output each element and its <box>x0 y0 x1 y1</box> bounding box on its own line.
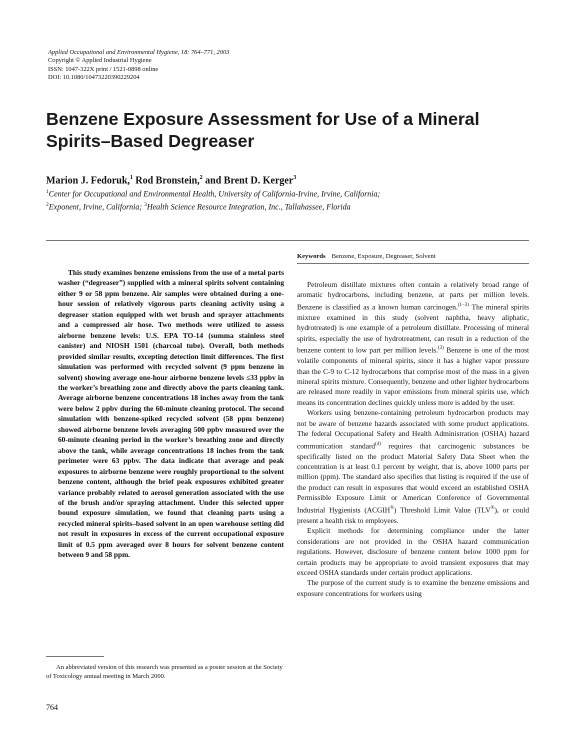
affiliation-line <box>46 200 536 213</box>
abstract: This study examines benzene emissions from the use of a metal parts washer (“degreaser”) supplied with a mineral spirits solvent containing either 9 or 58 ppm benzene. Air samples were obtained during a one-hour session of relatively vigorous parts cleaning activity using a degreaser station equipped with wet brush and sprayer attachments and a compressed air hose. Two methods were utilized to assess airborne benzene levels: U.S. EPA TO-14 (summa stainless steel canister) and NIOSH 1501 (charcoal tube). Overall, both methods provided similar results, excepting detection limit differences. The first simulation was performed with recycled solvent (9 ppm benzene in solvent) showing average one-hour airborne benzene levels ≤33 ppbv in the worker’s breathing zone and directly above the parts cleaning tank. Average airborne benzene concentrations 18 inches away from the tank were below 2 ppbv during the 60-minute cleaning protocol. The second simulation with benzene-spiked recycled solvent (58 ppm benzene) showed airborne benzene levels averaging 500 ppbv measured over the 60-minute cleaning period in the worker’s breathing zone and directly above the tank, while average concentrations 18 inches from the tank perimeter were 63 ppbv. The data indicate that average and peak exposures to airborne benzene were roughly proportional to the solvent benzene content, although the brief peak exposures exhibited greater variance probably related to aerosol generation associated with the use of the brush and/or spraying attachment. Under this selected upper bound exposure simulation, we found that cleaning parts using a recycled mineral spirits–based solvent in an open warehouse setting did not result in exposures in excess of the current occupational exposure limit of 0.5 ppm averaged over 8 hours for solvent benzene content between 9 and 58 ppm. <box>58 268 284 560</box>
body-text: Benzene is one of the most volatile components of mineral spirits, since it has a higher vapor pressure than the C-9 to C-12 hydrocarbons that comprise most of the mass in a given mineral spirits mixture. Consequently, benzene and other lighter hydrocarbons are released more readily in vapor emissions from mineral spirits use, which means its concentration declines quickly unless more is added by the user. <box>297 345 529 407</box>
copyright-line: Copyright © Applied Industrial Hygiene <box>48 57 152 65</box>
body-text: requires that carcinogenic substances be specifically listed on the product Material Safety Data Sheet when the concentration is at least 0.1 percent by weight, that is, above 1000 parts per million (ppm). The standard also specifies that listing is required if the use of the product can result in exposures that would exceed an established OSHA Permissible Exposure Limit or American Conference of Governmental Industrial Hygienists (ACGIH <box>297 441 529 515</box>
body-text: ), or could present a health risk to employees. <box>297 505 530 525</box>
journal-citation: Applied Occupational and Environmental Hygiene, 18: 764–771, 2003 <box>48 49 230 56</box>
affiliation-marker: 1 <box>129 175 133 181</box>
body-paragraph: The purpose of the current study is to examine the benzene emissions and exposure concentrations for workers using <box>297 578 529 598</box>
issn-line: ISSN: 1047-322X print / 1521-0898 online <box>48 65 159 73</box>
citation-marker[interactable]: (1−3) <box>457 302 469 308</box>
keywords-label: Keywords <box>297 253 326 260</box>
footnote-divider <box>46 656 104 657</box>
affiliations <box>46 187 536 214</box>
affiliation-text: Health Science Resource Integration, Inc., Tallahassee, Florida <box>146 202 351 212</box>
citation-marker[interactable]: (3) <box>437 346 444 352</box>
footnote: An abbreviated version of this research was presented as a poster session at the Society of Toxicology annual meeting in March 2000. <box>46 664 283 680</box>
article-title: Benzene Exposure Assessment for Use of a Mineral Spirits–Based Degreaser <box>46 109 480 151</box>
body-paragraph <box>297 408 529 526</box>
affiliation-marker: 1 <box>46 189 49 195</box>
keywords-divider <box>297 263 529 264</box>
author-name: and Brent D. Kerger <box>202 175 294 187</box>
author-name: Marion J. Fedoruk, <box>46 175 130 187</box>
affiliation-marker: 2 <box>46 202 49 209</box>
body-text: The mineral spirits mixture examined in this study (solvent naphtha, heavy aliphatic, hydrotreated) is one example of a petroleum distillate. Processing of mineral spirits, especially the use of hydrotreatment, can result in a reduction of the benzene content to low part per million levels. <box>297 302 529 355</box>
affiliation-marker: 3 <box>293 175 297 181</box>
body-text: Petroleum distillate mixtures often contain a relatively broad range of aromatic hydrocarbons, including benzene, at parts per million levels. Benzene is classified as a known human carcinogen. <box>297 280 529 312</box>
header-divider <box>46 240 529 241</box>
body-text: Workers using benzene-containing petroleum hydrocarbon products may not be aware of benzene hazards associated with some product applications. The federal Occupational Safety and Health Administration (OSHA) hazard communication standard <box>297 408 529 451</box>
citation-marker[interactable]: (4) <box>375 441 381 447</box>
affiliation-marker: 3 <box>144 202 147 209</box>
author-list <box>46 172 536 187</box>
keywords-text: Benzene, Exposure, Degreaser, Solvent <box>331 253 436 260</box>
author-name: Rod Bronstein, <box>132 175 200 187</box>
affiliation-line <box>46 187 536 200</box>
keywords <box>297 252 529 261</box>
affiliation-text: Center for Occupational and Environmental Health, University of California-Irvine, Irvine, California; <box>48 189 381 199</box>
page-number: 764 <box>46 703 58 712</box>
body-paragraph: Explicit methods for determining compliance under the latter considerations are not provided in the OSHA hazard communication regulations. However, disclosure of benzene content below 1000 ppm for certain products may be appropriate to avoid transient exposures that may exceed OSHA standards under certain product applications. <box>297 526 529 577</box>
affiliation-marker: 2 <box>199 175 203 181</box>
affiliation-text: Exponent, Irvine, California; <box>48 202 145 212</box>
body-column <box>297 280 529 599</box>
journal-header <box>48 49 468 83</box>
body-paragraph <box>297 280 529 408</box>
doi-line: DOI: 10.1080/10473220390229204 <box>48 74 140 82</box>
registered-mark: ® <box>390 505 394 511</box>
body-text: ) Threshold Limit Value (TLV <box>393 505 491 515</box>
registered-mark: ® <box>490 505 495 511</box>
